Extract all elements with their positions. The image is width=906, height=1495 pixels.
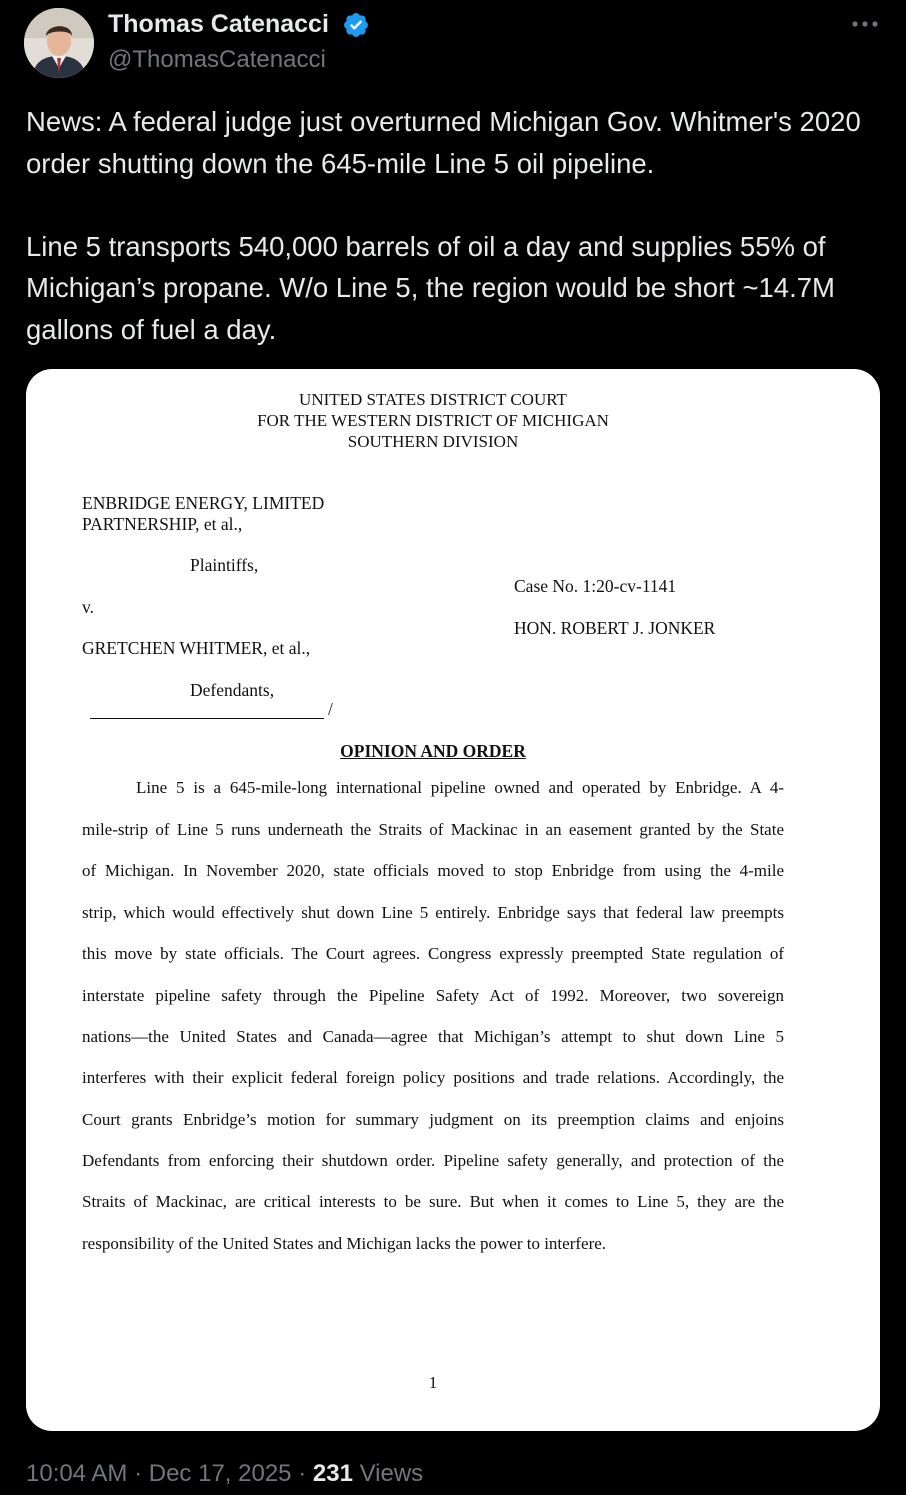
tweet-paragraph: News: A federal judge just overturned Michigan Gov. Whitmer's 2020 order shutting down the 645-mile Line 5 oil pipeline. bbox=[26, 106, 861, 179]
tweet-metadata bbox=[26, 1458, 423, 1490]
court-heading-line: FOR THE WESTERN DISTRICT OF MICHIGAN bbox=[257, 411, 609, 430]
author-display-name[interactable]: Thomas Catenacci bbox=[108, 10, 329, 38]
separator: · bbox=[134, 1460, 143, 1487]
separator: · bbox=[298, 1460, 307, 1487]
body-line: Court grants Enbridge’s motion for summary judgment on its preemption claims and enjoins bbox=[82, 1110, 784, 1129]
avatar[interactable] bbox=[24, 8, 94, 78]
post-time[interactable]: 10:04 AM bbox=[26, 1460, 128, 1487]
body-line: Straits of Mackinac, are critical interests to be sure. But when it comes to Line 5, they are the bbox=[82, 1192, 784, 1211]
order-title: OPINION AND ORDER bbox=[340, 741, 526, 761]
caption-slash: / bbox=[328, 699, 333, 719]
tweet-paragraph: Line 5 transports 540,000 barrels of oil a day and supplies 55% of Michigan’s propane. W/o Line 5, the region would be short ~14.7M gallons of fuel a day. bbox=[26, 230, 835, 345]
body-line: strip, which would effectively shut down Line 5 entirely. Enbridge says that federal law preempts bbox=[82, 903, 784, 922]
views-label: Views bbox=[359, 1460, 424, 1487]
body-line: mile-strip of Line 5 runs underneath the Straits of Mackinac in an easement granted by the State bbox=[82, 820, 784, 839]
plaintiff-name: ENBRIDGE ENERGY, LIMITED bbox=[82, 493, 325, 513]
judge-name: HON. ROBERT J. JONKER bbox=[514, 618, 716, 638]
defendant-role: Defendants, bbox=[190, 680, 275, 700]
body-line: interferes with their explicit federal foreign policy positions and trade relations. Accordingly, the bbox=[82, 1068, 784, 1087]
body-line: of Michigan. In November 2020, state officials moved to stop Enbridge from using the 4-mile bbox=[82, 861, 784, 880]
caption-underline bbox=[90, 718, 324, 719]
plaintiff-role: Plaintiffs, bbox=[190, 555, 259, 575]
versus: v. bbox=[82, 597, 94, 617]
court-heading-line: SOUTHERN DIVISION bbox=[347, 432, 519, 451]
more-horizontal-icon[interactable] bbox=[846, 12, 884, 36]
case-number: Case No. 1:20-cv-1141 bbox=[514, 576, 677, 596]
views-count: 231 bbox=[312, 1460, 353, 1487]
body-line: responsibility of the United States and Michigan lacks the power to interfere. bbox=[82, 1234, 607, 1253]
verified-badge-icon bbox=[342, 11, 370, 39]
author-handle[interactable]: @ThomasCatenacci bbox=[108, 46, 326, 73]
body-line: nations—the United States and Canada—agree that Michigan’s attempt to shut down Line 5 bbox=[82, 1027, 784, 1046]
body-line: Defendants from enforcing their shutdown order. Pipeline safety generally, and protection of the bbox=[82, 1151, 784, 1170]
tweet-header bbox=[0, 0, 906, 90]
court-heading bbox=[26, 389, 840, 452]
body-line: Line 5 is a 645-mile-long international pipeline owned and operated by Enbridge. A 4- bbox=[136, 778, 784, 797]
page-number: 1 bbox=[428, 1373, 438, 1392]
body-line: this move by state officials. The Court agrees. Congress expressly preempted State regulation of bbox=[82, 944, 784, 963]
attached-document-image[interactable] bbox=[26, 369, 880, 1431]
post-date[interactable]: Dec 17, 2025 bbox=[148, 1460, 292, 1487]
plaintiff-name-cont: PARTNERSHIP, et al., bbox=[82, 514, 243, 534]
tweet-text bbox=[26, 101, 886, 350]
court-heading-line: UNITED STATES DISTRICT COURT bbox=[299, 390, 567, 409]
body-line: interstate pipeline safety through the Pipeline Safety Act of 1992. Moreover, two sovereign bbox=[82, 986, 784, 1005]
defendant-name: GRETCHEN WHITMER, et al., bbox=[82, 638, 311, 658]
